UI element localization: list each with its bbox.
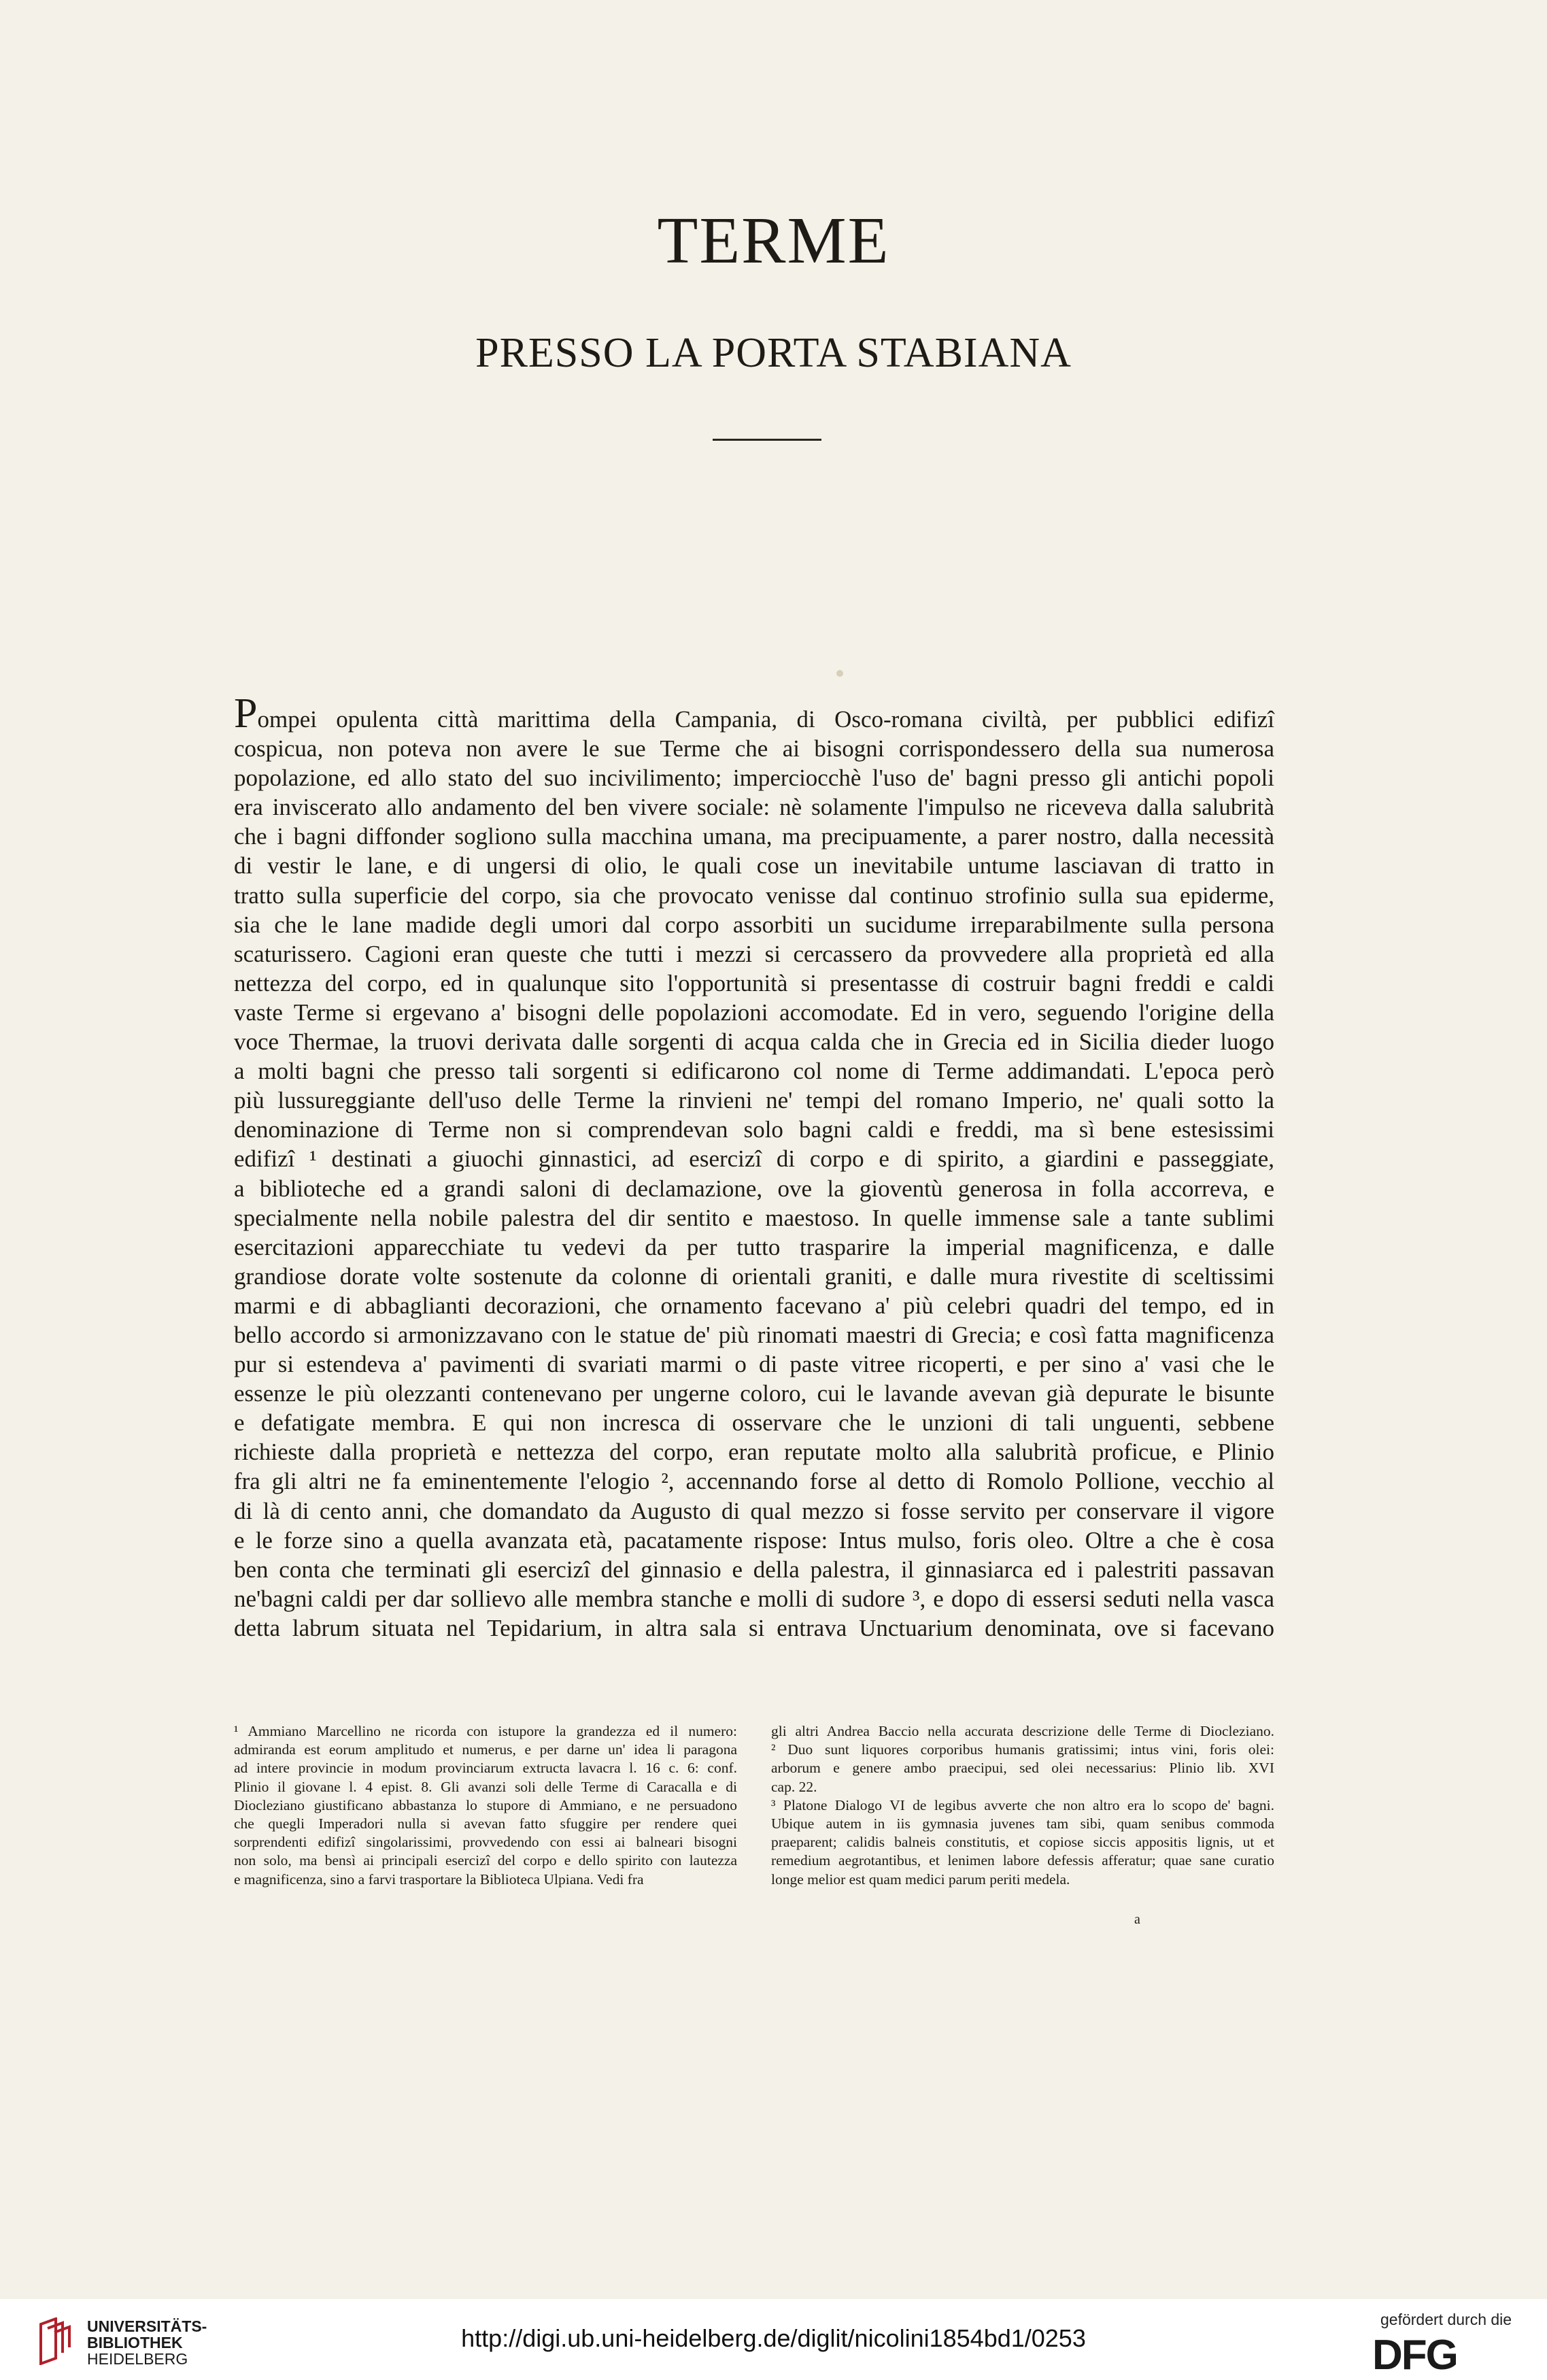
page-title: TERME — [657, 204, 890, 278]
library-name-line1: UNIVERSITÄTS- — [87, 2317, 207, 2335]
body-text — [234, 690, 1274, 1643]
body-line: bello accordo si armonizzavano con le statue de' più rinomati maestri di Grecia; e così fatta magnificenza — [234, 1321, 1274, 1348]
body-line: ne'bagni caldi per dar sollievo alle membra stanche e molli di sudore ³, e dopo di essersi seduti nella vasca — [234, 1585, 1274, 1612]
body-line: cospicua, non poteva non avere le sue Terme che ai bisogni corrispondessero della sua numerosa — [234, 735, 1274, 762]
footnote-line: longe melior est quam medici parum periti medela. — [771, 1871, 1070, 1888]
footnotes-left-column — [234, 1722, 737, 1889]
body-line: a molti bagni che presso tali sorgenti si edificarono col nome di Terme addimandati. L'epoca però — [234, 1058, 1274, 1085]
body-line: specialmente nella nobile palestra del dir sentito e maestoso. In quelle immense sale a tante sublimi — [234, 1204, 1274, 1231]
body-line: di là di cento anni, che domandato da Augusto di qual mezzo si fosse servito per conservare il vigore — [234, 1497, 1274, 1524]
paper-speck — [836, 670, 843, 677]
body-line: edifizî ¹ destinati a giuochi ginnastici, ad esercizî di corpo e di spirito, a giardini e passeggiate, — [234, 1145, 1274, 1173]
title-divider — [713, 439, 821, 441]
funding-label: gefördert durch die — [1380, 2311, 1512, 2328]
footnote-line: Ubique autem in iis gymnasia juvenes tam sibi, quam senibus commoda — [771, 1815, 1274, 1832]
body-line: più lussureggiante dell'uso delle Terme la rinvieni ne' tempi del romano Imperio, ne' quali sotto la — [234, 1087, 1274, 1114]
body-line: grandiose dorate volte sostenute da colonne di orientali graniti, e dalle mura rivestite di sceltissimi — [234, 1262, 1274, 1290]
footnote-line: remedium aegrotantibus, et lenimen labore defessis afferatur; quae sane curatio — [771, 1852, 1274, 1869]
body-line: vaste Terme si ergevano a' bisogni delle popolazioni accomodate. Ed in vero, seguendo l'origine della — [234, 999, 1274, 1026]
body-line: e le forze sino a quella avanzata età, pacatamente rispose: Intus mulso, foris oleo. Oltre a che è cosa — [234, 1526, 1274, 1554]
footnote-line: admiranda est eorum amplitudo et numerus, e per darne un' idea li paragona — [234, 1741, 737, 1758]
footnote-line: sorprendenti edifizî singolarissimi, provvedendo con essi ai balneari bisogni — [234, 1834, 737, 1851]
page-subtitle: PRESSO LA PORTA STABIANA — [475, 330, 1072, 376]
body-line: marmi e di abbaglianti decorazioni, che ornamento facevano a' più celebri quadri del tempo, ed in — [234, 1292, 1274, 1319]
dfg-logo: DFG — [1372, 2332, 1457, 2379]
body-line: esercitazioni apparecchiate tu vedevi da per tutto trasparire la imperial magnificenza, e dalle — [234, 1233, 1274, 1260]
footnote-line: ³ Platone Dialogo VI de legibus avverte che non altro era lo scopo de' bagni. — [771, 1796, 1274, 1813]
footnote-line: arborum e genere ambo praecipui, sed olei necessarius: Plinio lib. XVI — [771, 1760, 1274, 1777]
body-line: ben conta che terminati gli esercizî del ginnasio e della palestra, il ginnasiarca ed i palestriti passavan — [234, 1556, 1274, 1583]
body-line: popolazione, ed allo stato del suo incivilimento; imperciocchè l'uso de' bagni presso gli antichi popoli — [234, 765, 1274, 792]
library-name-line2: BIBLIOTHEK — [87, 2334, 183, 2351]
body-line: denominazione di Terme non si comprendevan solo bagni caldi e freddi, ma sì bene estesissimi — [234, 1116, 1274, 1143]
body-line: era inviscerato allo andamento del ben vivere sociale: nè solamente l'impulso ne riceveva dalla salubrità — [234, 794, 1274, 821]
body-line: che i bagni diffonder sogliono sulla macchina umana, ma precipuamente, a parer nostro, dalla necessità — [234, 823, 1274, 850]
signature-mark: a — [1134, 1912, 1140, 1927]
body-line: Pompei opulenta città marittima della Campania, di Osco-romana civiltà, per pubblici edifizî — [234, 690, 1274, 737]
body-line: di vestir le lane, e di ungersi di olio, le quali cose un inevitabile untume lasciavan di tratto in — [234, 852, 1274, 879]
footnote-line: Diocleziano giustificano abbastanza lo stupore di Ammiano, e ne persuadono — [234, 1796, 737, 1813]
footnotes-right-column — [771, 1722, 1274, 1889]
body-line: nettezza del corpo, ed in qualunque sito l'opportunità si presentasse di costruir bagni freddi e caldi — [234, 969, 1274, 996]
body-line: detta labrum situata nel Tepidarium, in altra sala si entrava Unctuarium denominata, ove si facevano — [234, 1614, 1274, 1641]
body-line: essenze le più olezzanti contenevano per ungerne coloro, cui le lavande avevan già depurate le bisunte — [234, 1380, 1274, 1407]
footnote-line: ¹ Ammiano Marcellino ne ricorda con istupore la grandezza ed il numero: — [234, 1723, 737, 1739]
body-line: e defatigate membra. E qui non incresca di osservare che le unzioni di tali unguenti, sebbene — [234, 1409, 1274, 1437]
library-name-line3: HEIDELBERG — [87, 2350, 188, 2368]
footnote-line: ad intere provincie in modum provinciarum extructa lavacra l. 16 c. 6: conf. — [234, 1760, 737, 1777]
body-line: pur si estendeva a' pavimenti di svariati marmi o di paste vitree ricoperti, e per sino a' vasi che le — [234, 1351, 1274, 1378]
source-url-link[interactable]: http://digi.ub.uni-heidelberg.de/diglit/nicolini1854bd1/0253 — [461, 2324, 1086, 2352]
body-line: fra gli altri ne fa eminentemente l'elogio ², accennando forse al detto di Romolo Pollione, vecchio al — [234, 1468, 1274, 1495]
footnote-line: e magnificenza, sino a farvi trasportare la Biblioteca Ulpiana. Vedi fra — [234, 1871, 644, 1888]
body-line: sia che le lane madide degli umori dal corpo assorbiti un sucidume irreparabilmente sulla persona — [234, 911, 1274, 938]
drop-cap: P — [234, 690, 258, 737]
body-line: tratto sulla superficie del corpo, sia che provocato venisse dal continuo strofinio sulla sua epiderme, — [234, 882, 1274, 909]
footnote-line: praeparent; calidis balneis constitutis, et copiose siccis appositis lignis, ut et — [771, 1834, 1274, 1851]
footnote-line: gli altri Andrea Baccio nella accurata descrizione delle Terme di Diocleziano. — [771, 1723, 1274, 1739]
footnote-line: cap. 22. — [771, 1778, 817, 1795]
footnote-line: ² Duo sunt liquores corporibus humanis gratissimi; intus vini, foris olei: — [771, 1741, 1274, 1758]
body-line: scaturissero. Cagioni eran queste che tutti i mezzi si cercassero da provvedere alla proprietà ed alla — [234, 940, 1274, 967]
footnote-line: che quegli Imperadori nulla si avevan fatto sfuggire per rendere quei — [234, 1815, 737, 1832]
footnote-line: non solo, ma bensì ai principali esercizî del corpo e dello spirito con lautezza — [234, 1852, 737, 1869]
body-line: richieste dalla proprietà e nettezza del corpo, eran reputate molto alla salubrità proficue, e Plinio — [234, 1439, 1274, 1466]
body-line: voce Thermae, la truovi derivata dalle sorgenti di acqua calda che in Grecia ed in Sicilia dieder luogo — [234, 1028, 1274, 1056]
body-line: a biblioteche ed a grandi saloni di declamazione, ove la gioventù generosa in folla accorreva, e — [234, 1175, 1274, 1202]
footnote-line: Plinio il giovane l. 4 epist. 8. Gli avanzi soli delle Terme di Caracalla e di — [234, 1778, 737, 1795]
